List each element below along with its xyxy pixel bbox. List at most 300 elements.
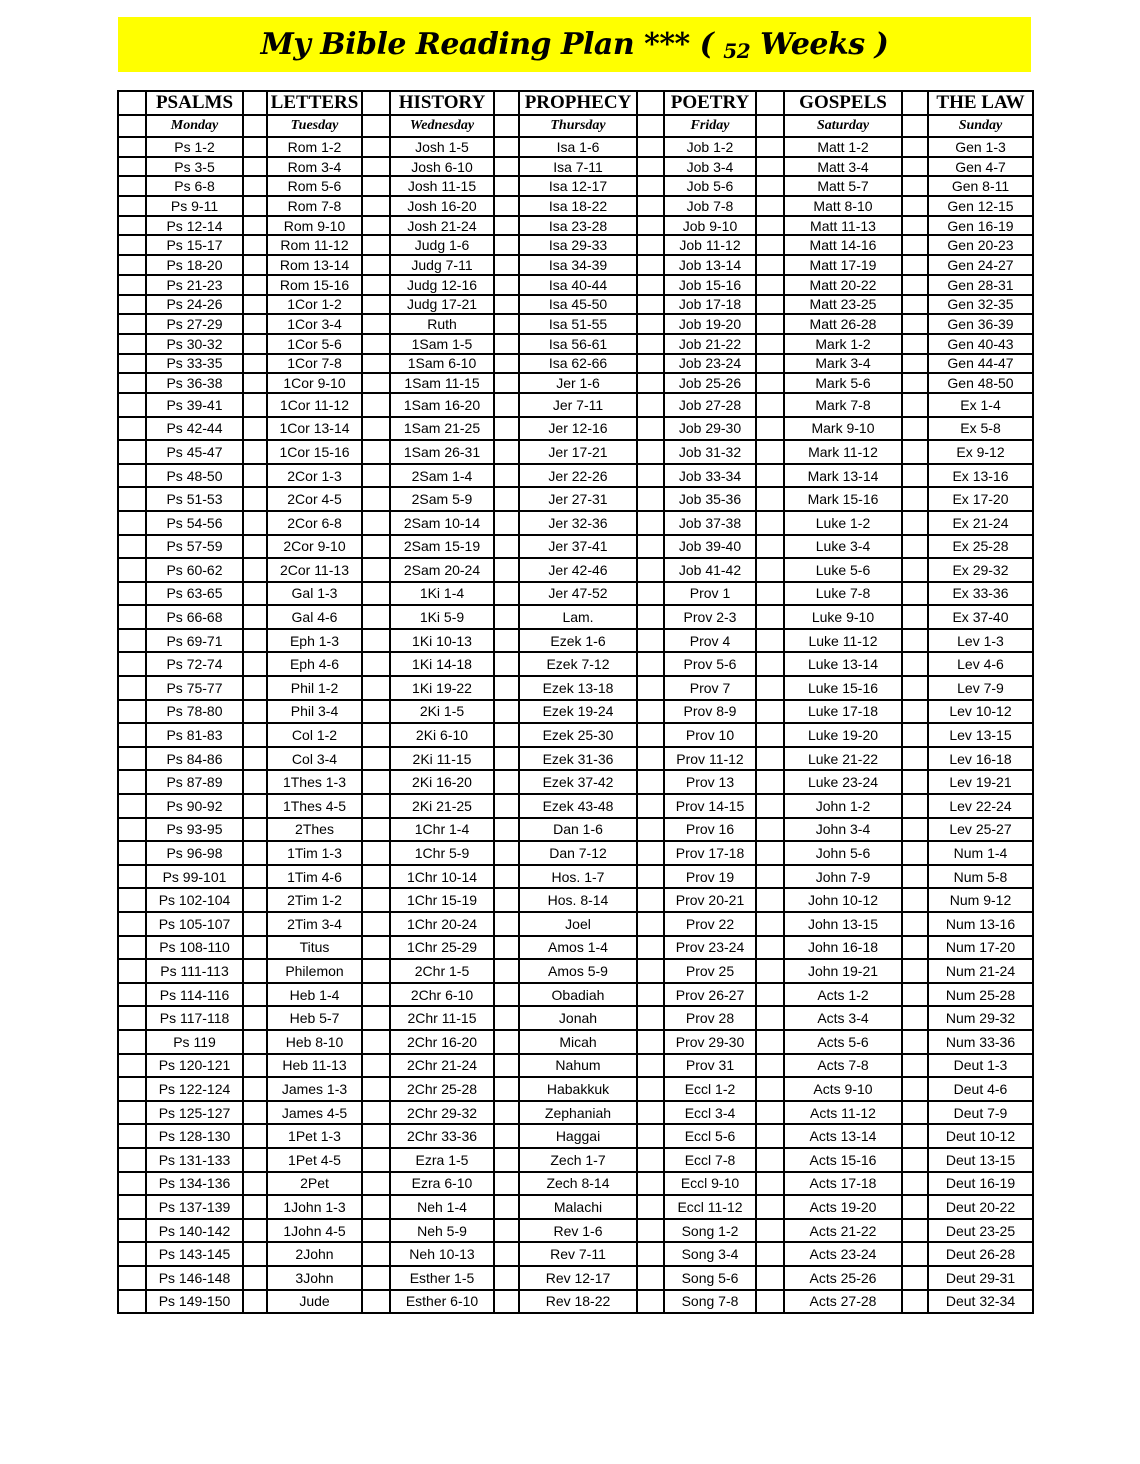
reading-checkbox[interactable] [362,959,390,983]
reading-checkbox[interactable] [637,1077,664,1101]
reading-checkbox[interactable] [637,841,664,865]
reading-checkbox[interactable] [756,1006,784,1030]
reading-checkbox[interactable] [637,959,664,983]
reading-checkbox[interactable] [243,137,267,157]
reading-checkbox[interactable] [243,393,267,417]
reading-checkbox[interactable] [362,196,390,216]
reading-checkbox[interactable] [243,487,267,511]
reading-checkbox[interactable] [494,1290,519,1314]
reading-checkbox[interactable] [637,196,664,216]
reading-checkbox[interactable] [756,865,784,889]
reading-checkbox[interactable] [637,770,664,794]
reading-checkbox[interactable] [756,1219,784,1243]
reading-checkbox[interactable] [494,255,519,275]
reading-checkbox[interactable] [756,770,784,794]
reading-checkbox[interactable] [756,440,784,464]
reading-checkbox[interactable] [362,652,390,676]
reading-checkbox[interactable] [902,747,928,771]
reading-checkbox[interactable] [637,1195,664,1219]
reading-checkbox[interactable] [118,558,146,582]
reading-checkbox[interactable] [243,605,267,629]
reading-checkbox[interactable] [494,770,519,794]
reading-checkbox[interactable] [494,1077,519,1101]
reading-checkbox[interactable] [118,582,146,606]
reading-checkbox[interactable] [756,157,784,177]
reading-checkbox[interactable] [243,1077,267,1101]
reading-checkbox[interactable] [902,275,928,295]
reading-checkbox[interactable] [362,137,390,157]
reading-checkbox[interactable] [637,676,664,700]
reading-checkbox[interactable] [243,1054,267,1078]
reading-checkbox[interactable] [362,235,390,255]
reading-checkbox[interactable] [494,334,519,354]
reading-checkbox[interactable] [494,1195,519,1219]
reading-checkbox[interactable] [362,216,390,236]
reading-checkbox[interactable] [902,255,928,275]
reading-checkbox[interactable] [902,295,928,315]
reading-checkbox[interactable] [243,176,267,196]
reading-checkbox[interactable] [362,511,390,535]
reading-checkbox[interactable] [243,770,267,794]
reading-checkbox[interactable] [637,1101,664,1125]
reading-checkbox[interactable] [637,440,664,464]
reading-checkbox[interactable] [756,558,784,582]
reading-checkbox[interactable] [756,1148,784,1172]
reading-checkbox[interactable] [494,1054,519,1078]
reading-checkbox[interactable] [494,373,519,393]
reading-checkbox[interactable] [362,1266,390,1290]
reading-checkbox[interactable] [243,1148,267,1172]
reading-checkbox[interactable] [494,157,519,177]
reading-checkbox[interactable] [637,511,664,535]
reading-checkbox[interactable] [243,629,267,653]
reading-checkbox[interactable] [637,1219,664,1243]
reading-checkbox[interactable] [902,334,928,354]
reading-checkbox[interactable] [118,629,146,653]
reading-checkbox[interactable] [756,275,784,295]
reading-checkbox[interactable] [902,1124,928,1148]
reading-checkbox[interactable] [756,700,784,724]
reading-checkbox[interactable] [637,487,664,511]
reading-checkbox[interactable] [243,1030,267,1054]
reading-checkbox[interactable] [637,723,664,747]
reading-checkbox[interactable] [902,983,928,1007]
reading-checkbox[interactable] [118,137,146,157]
reading-checkbox[interactable] [902,1054,928,1078]
reading-checkbox[interactable] [637,1172,664,1196]
reading-checkbox[interactable] [756,393,784,417]
reading-checkbox[interactable] [362,629,390,653]
reading-checkbox[interactable] [118,440,146,464]
reading-checkbox[interactable] [902,354,928,374]
reading-checkbox[interactable] [902,936,928,960]
reading-checkbox[interactable] [362,1290,390,1314]
reading-checkbox[interactable] [902,723,928,747]
reading-checkbox[interactable] [756,255,784,275]
reading-checkbox[interactable] [494,983,519,1007]
reading-checkbox[interactable] [637,354,664,374]
reading-checkbox[interactable] [118,936,146,960]
reading-checkbox[interactable] [902,440,928,464]
reading-checkbox[interactable] [494,629,519,653]
reading-checkbox[interactable] [756,464,784,488]
reading-checkbox[interactable] [902,1006,928,1030]
reading-checkbox[interactable] [494,865,519,889]
reading-checkbox[interactable] [902,1219,928,1243]
reading-checkbox[interactable] [362,535,390,559]
reading-checkbox[interactable] [637,295,664,315]
reading-checkbox[interactable] [494,314,519,334]
reading-checkbox[interactable] [902,137,928,157]
reading-checkbox[interactable] [243,464,267,488]
reading-checkbox[interactable] [243,912,267,936]
reading-checkbox[interactable] [756,334,784,354]
reading-checkbox[interactable] [756,723,784,747]
reading-checkbox[interactable] [902,314,928,334]
reading-checkbox[interactable] [118,676,146,700]
reading-checkbox[interactable] [494,487,519,511]
reading-checkbox[interactable] [902,959,928,983]
reading-checkbox[interactable] [494,137,519,157]
reading-checkbox[interactable] [902,373,928,393]
reading-checkbox[interactable] [362,1101,390,1125]
reading-checkbox[interactable] [362,373,390,393]
reading-checkbox[interactable] [902,487,928,511]
reading-checkbox[interactable] [902,700,928,724]
reading-checkbox[interactable] [243,1266,267,1290]
reading-checkbox[interactable] [756,1101,784,1125]
reading-checkbox[interactable] [902,157,928,177]
reading-checkbox[interactable] [756,794,784,818]
reading-checkbox[interactable] [902,770,928,794]
reading-checkbox[interactable] [637,1006,664,1030]
reading-checkbox[interactable] [756,1054,784,1078]
reading-checkbox[interactable] [118,1290,146,1314]
reading-checkbox[interactable] [243,676,267,700]
reading-checkbox[interactable] [118,255,146,275]
reading-checkbox[interactable] [902,888,928,912]
reading-checkbox[interactable] [494,216,519,236]
reading-checkbox[interactable] [362,1124,390,1148]
reading-checkbox[interactable] [362,314,390,334]
reading-checkbox[interactable] [243,794,267,818]
reading-checkbox[interactable] [243,511,267,535]
reading-checkbox[interactable] [902,511,928,535]
reading-checkbox[interactable] [243,235,267,255]
reading-checkbox[interactable] [637,314,664,334]
reading-checkbox[interactable] [118,511,146,535]
reading-checkbox[interactable] [756,314,784,334]
reading-checkbox[interactable] [118,314,146,334]
reading-checkbox[interactable] [902,558,928,582]
reading-checkbox[interactable] [243,440,267,464]
reading-checkbox[interactable] [118,417,146,441]
reading-checkbox[interactable] [637,912,664,936]
reading-checkbox[interactable] [494,417,519,441]
reading-checkbox[interactable] [637,888,664,912]
reading-checkbox[interactable] [118,818,146,842]
reading-checkbox[interactable] [118,1195,146,1219]
reading-checkbox[interactable] [118,747,146,771]
reading-checkbox[interactable] [118,841,146,865]
reading-checkbox[interactable] [637,334,664,354]
reading-checkbox[interactable] [243,865,267,889]
reading-checkbox[interactable] [637,176,664,196]
reading-checkbox[interactable] [902,794,928,818]
reading-checkbox[interactable] [637,747,664,771]
reading-checkbox[interactable] [494,295,519,315]
reading-checkbox[interactable] [637,255,664,275]
reading-checkbox[interactable] [118,354,146,374]
reading-checkbox[interactable] [118,700,146,724]
reading-checkbox[interactable] [362,1054,390,1078]
reading-checkbox[interactable] [494,511,519,535]
reading-checkbox[interactable] [494,723,519,747]
reading-checkbox[interactable] [362,1077,390,1101]
reading-checkbox[interactable] [902,1290,928,1314]
reading-checkbox[interactable] [118,865,146,889]
reading-checkbox[interactable] [494,354,519,374]
reading-checkbox[interactable] [756,1195,784,1219]
reading-checkbox[interactable] [243,1290,267,1314]
reading-checkbox[interactable] [118,605,146,629]
reading-checkbox[interactable] [494,535,519,559]
reading-checkbox[interactable] [756,1077,784,1101]
reading-checkbox[interactable] [118,373,146,393]
reading-checkbox[interactable] [362,1195,390,1219]
reading-checkbox[interactable] [118,794,146,818]
reading-checkbox[interactable] [243,373,267,393]
reading-checkbox[interactable] [118,1077,146,1101]
reading-checkbox[interactable] [494,1148,519,1172]
reading-checkbox[interactable] [756,582,784,606]
reading-checkbox[interactable] [362,1030,390,1054]
reading-checkbox[interactable] [243,157,267,177]
reading-checkbox[interactable] [756,912,784,936]
reading-checkbox[interactable] [362,440,390,464]
reading-checkbox[interactable] [902,1195,928,1219]
reading-checkbox[interactable] [637,216,664,236]
reading-checkbox[interactable] [243,334,267,354]
reading-checkbox[interactable] [902,393,928,417]
reading-checkbox[interactable] [637,605,664,629]
reading-checkbox[interactable] [494,794,519,818]
reading-checkbox[interactable] [243,818,267,842]
reading-checkbox[interactable] [243,255,267,275]
reading-checkbox[interactable] [118,393,146,417]
reading-checkbox[interactable] [637,1266,664,1290]
reading-checkbox[interactable] [637,794,664,818]
reading-checkbox[interactable] [756,841,784,865]
reading-checkbox[interactable] [756,1242,784,1266]
reading-checkbox[interactable] [902,1266,928,1290]
reading-checkbox[interactable] [243,1101,267,1125]
reading-checkbox[interactable] [494,464,519,488]
reading-checkbox[interactable] [494,700,519,724]
reading-checkbox[interactable] [494,393,519,417]
reading-checkbox[interactable] [756,176,784,196]
reading-checkbox[interactable] [362,1006,390,1030]
reading-checkbox[interactable] [756,295,784,315]
reading-checkbox[interactable] [243,535,267,559]
reading-checkbox[interactable] [494,176,519,196]
reading-checkbox[interactable] [637,1242,664,1266]
reading-checkbox[interactable] [902,1172,928,1196]
reading-checkbox[interactable] [756,354,784,374]
reading-checkbox[interactable] [243,558,267,582]
reading-checkbox[interactable] [243,1242,267,1266]
reading-checkbox[interactable] [494,558,519,582]
reading-checkbox[interactable] [756,1172,784,1196]
reading-checkbox[interactable] [756,983,784,1007]
reading-checkbox[interactable] [118,1172,146,1196]
reading-checkbox[interactable] [362,295,390,315]
reading-checkbox[interactable] [637,1124,664,1148]
reading-checkbox[interactable] [362,255,390,275]
reading-checkbox[interactable] [362,605,390,629]
reading-checkbox[interactable] [756,417,784,441]
reading-checkbox[interactable] [756,605,784,629]
reading-checkbox[interactable] [118,275,146,295]
reading-checkbox[interactable] [902,464,928,488]
reading-checkbox[interactable] [362,558,390,582]
reading-checkbox[interactable] [637,629,664,653]
reading-checkbox[interactable] [118,1101,146,1125]
reading-checkbox[interactable] [902,652,928,676]
reading-checkbox[interactable] [243,295,267,315]
reading-checkbox[interactable] [243,417,267,441]
reading-checkbox[interactable] [494,605,519,629]
reading-checkbox[interactable] [243,216,267,236]
reading-checkbox[interactable] [494,440,519,464]
reading-checkbox[interactable] [637,157,664,177]
reading-checkbox[interactable] [902,417,928,441]
reading-checkbox[interactable] [243,1006,267,1030]
reading-checkbox[interactable] [637,373,664,393]
reading-checkbox[interactable] [243,888,267,912]
reading-checkbox[interactable] [756,629,784,653]
reading-checkbox[interactable] [243,314,267,334]
reading-checkbox[interactable] [362,417,390,441]
reading-checkbox[interactable] [637,137,664,157]
reading-checkbox[interactable] [362,582,390,606]
reading-checkbox[interactable] [243,1124,267,1148]
reading-checkbox[interactable] [118,723,146,747]
reading-checkbox[interactable] [902,235,928,255]
reading-checkbox[interactable] [494,1124,519,1148]
reading-checkbox[interactable] [756,936,784,960]
reading-checkbox[interactable] [637,417,664,441]
reading-checkbox[interactable] [902,216,928,236]
reading-checkbox[interactable] [494,747,519,771]
reading-checkbox[interactable] [902,535,928,559]
reading-checkbox[interactable] [494,1172,519,1196]
reading-checkbox[interactable] [756,652,784,676]
reading-checkbox[interactable] [362,818,390,842]
reading-checkbox[interactable] [637,983,664,1007]
reading-checkbox[interactable] [362,723,390,747]
reading-checkbox[interactable] [902,196,928,216]
reading-checkbox[interactable] [243,582,267,606]
reading-checkbox[interactable] [637,700,664,724]
reading-checkbox[interactable] [362,176,390,196]
reading-checkbox[interactable] [494,1030,519,1054]
reading-checkbox[interactable] [118,1030,146,1054]
reading-checkbox[interactable] [637,818,664,842]
reading-checkbox[interactable] [902,912,928,936]
reading-checkbox[interactable] [902,582,928,606]
reading-checkbox[interactable] [494,1266,519,1290]
reading-checkbox[interactable] [494,888,519,912]
reading-checkbox[interactable] [637,1054,664,1078]
reading-checkbox[interactable] [756,888,784,912]
reading-checkbox[interactable] [362,157,390,177]
reading-checkbox[interactable] [118,535,146,559]
reading-checkbox[interactable] [362,747,390,771]
reading-checkbox[interactable] [637,275,664,295]
reading-checkbox[interactable] [494,235,519,255]
reading-checkbox[interactable] [118,176,146,196]
reading-checkbox[interactable] [756,1124,784,1148]
reading-checkbox[interactable] [637,535,664,559]
reading-checkbox[interactable] [243,723,267,747]
reading-checkbox[interactable] [362,841,390,865]
reading-checkbox[interactable] [637,652,664,676]
reading-checkbox[interactable] [118,295,146,315]
reading-checkbox[interactable] [362,1242,390,1266]
reading-checkbox[interactable] [756,535,784,559]
reading-checkbox[interactable] [756,511,784,535]
reading-checkbox[interactable] [494,818,519,842]
reading-checkbox[interactable] [118,959,146,983]
reading-checkbox[interactable] [243,959,267,983]
reading-checkbox[interactable] [494,196,519,216]
reading-checkbox[interactable] [243,747,267,771]
reading-checkbox[interactable] [756,1030,784,1054]
reading-checkbox[interactable] [902,1030,928,1054]
reading-checkbox[interactable] [362,912,390,936]
reading-checkbox[interactable] [756,487,784,511]
reading-checkbox[interactable] [362,700,390,724]
reading-checkbox[interactable] [362,865,390,889]
reading-checkbox[interactable] [118,1006,146,1030]
reading-checkbox[interactable] [362,1148,390,1172]
reading-checkbox[interactable] [362,983,390,1007]
reading-checkbox[interactable] [118,334,146,354]
reading-checkbox[interactable] [118,1242,146,1266]
reading-checkbox[interactable] [637,865,664,889]
reading-checkbox[interactable] [362,464,390,488]
reading-checkbox[interactable] [118,1266,146,1290]
reading-checkbox[interactable] [637,936,664,960]
reading-checkbox[interactable] [902,676,928,700]
reading-checkbox[interactable] [756,676,784,700]
reading-checkbox[interactable] [637,464,664,488]
reading-checkbox[interactable] [756,196,784,216]
reading-checkbox[interactable] [362,334,390,354]
reading-checkbox[interactable] [362,936,390,960]
reading-checkbox[interactable] [494,1219,519,1243]
reading-checkbox[interactable] [637,582,664,606]
reading-checkbox[interactable] [902,865,928,889]
reading-checkbox[interactable] [756,137,784,157]
reading-checkbox[interactable] [362,487,390,511]
reading-checkbox[interactable] [902,1101,928,1125]
reading-checkbox[interactable] [118,1054,146,1078]
reading-checkbox[interactable] [902,176,928,196]
reading-checkbox[interactable] [362,275,390,295]
reading-checkbox[interactable] [243,196,267,216]
